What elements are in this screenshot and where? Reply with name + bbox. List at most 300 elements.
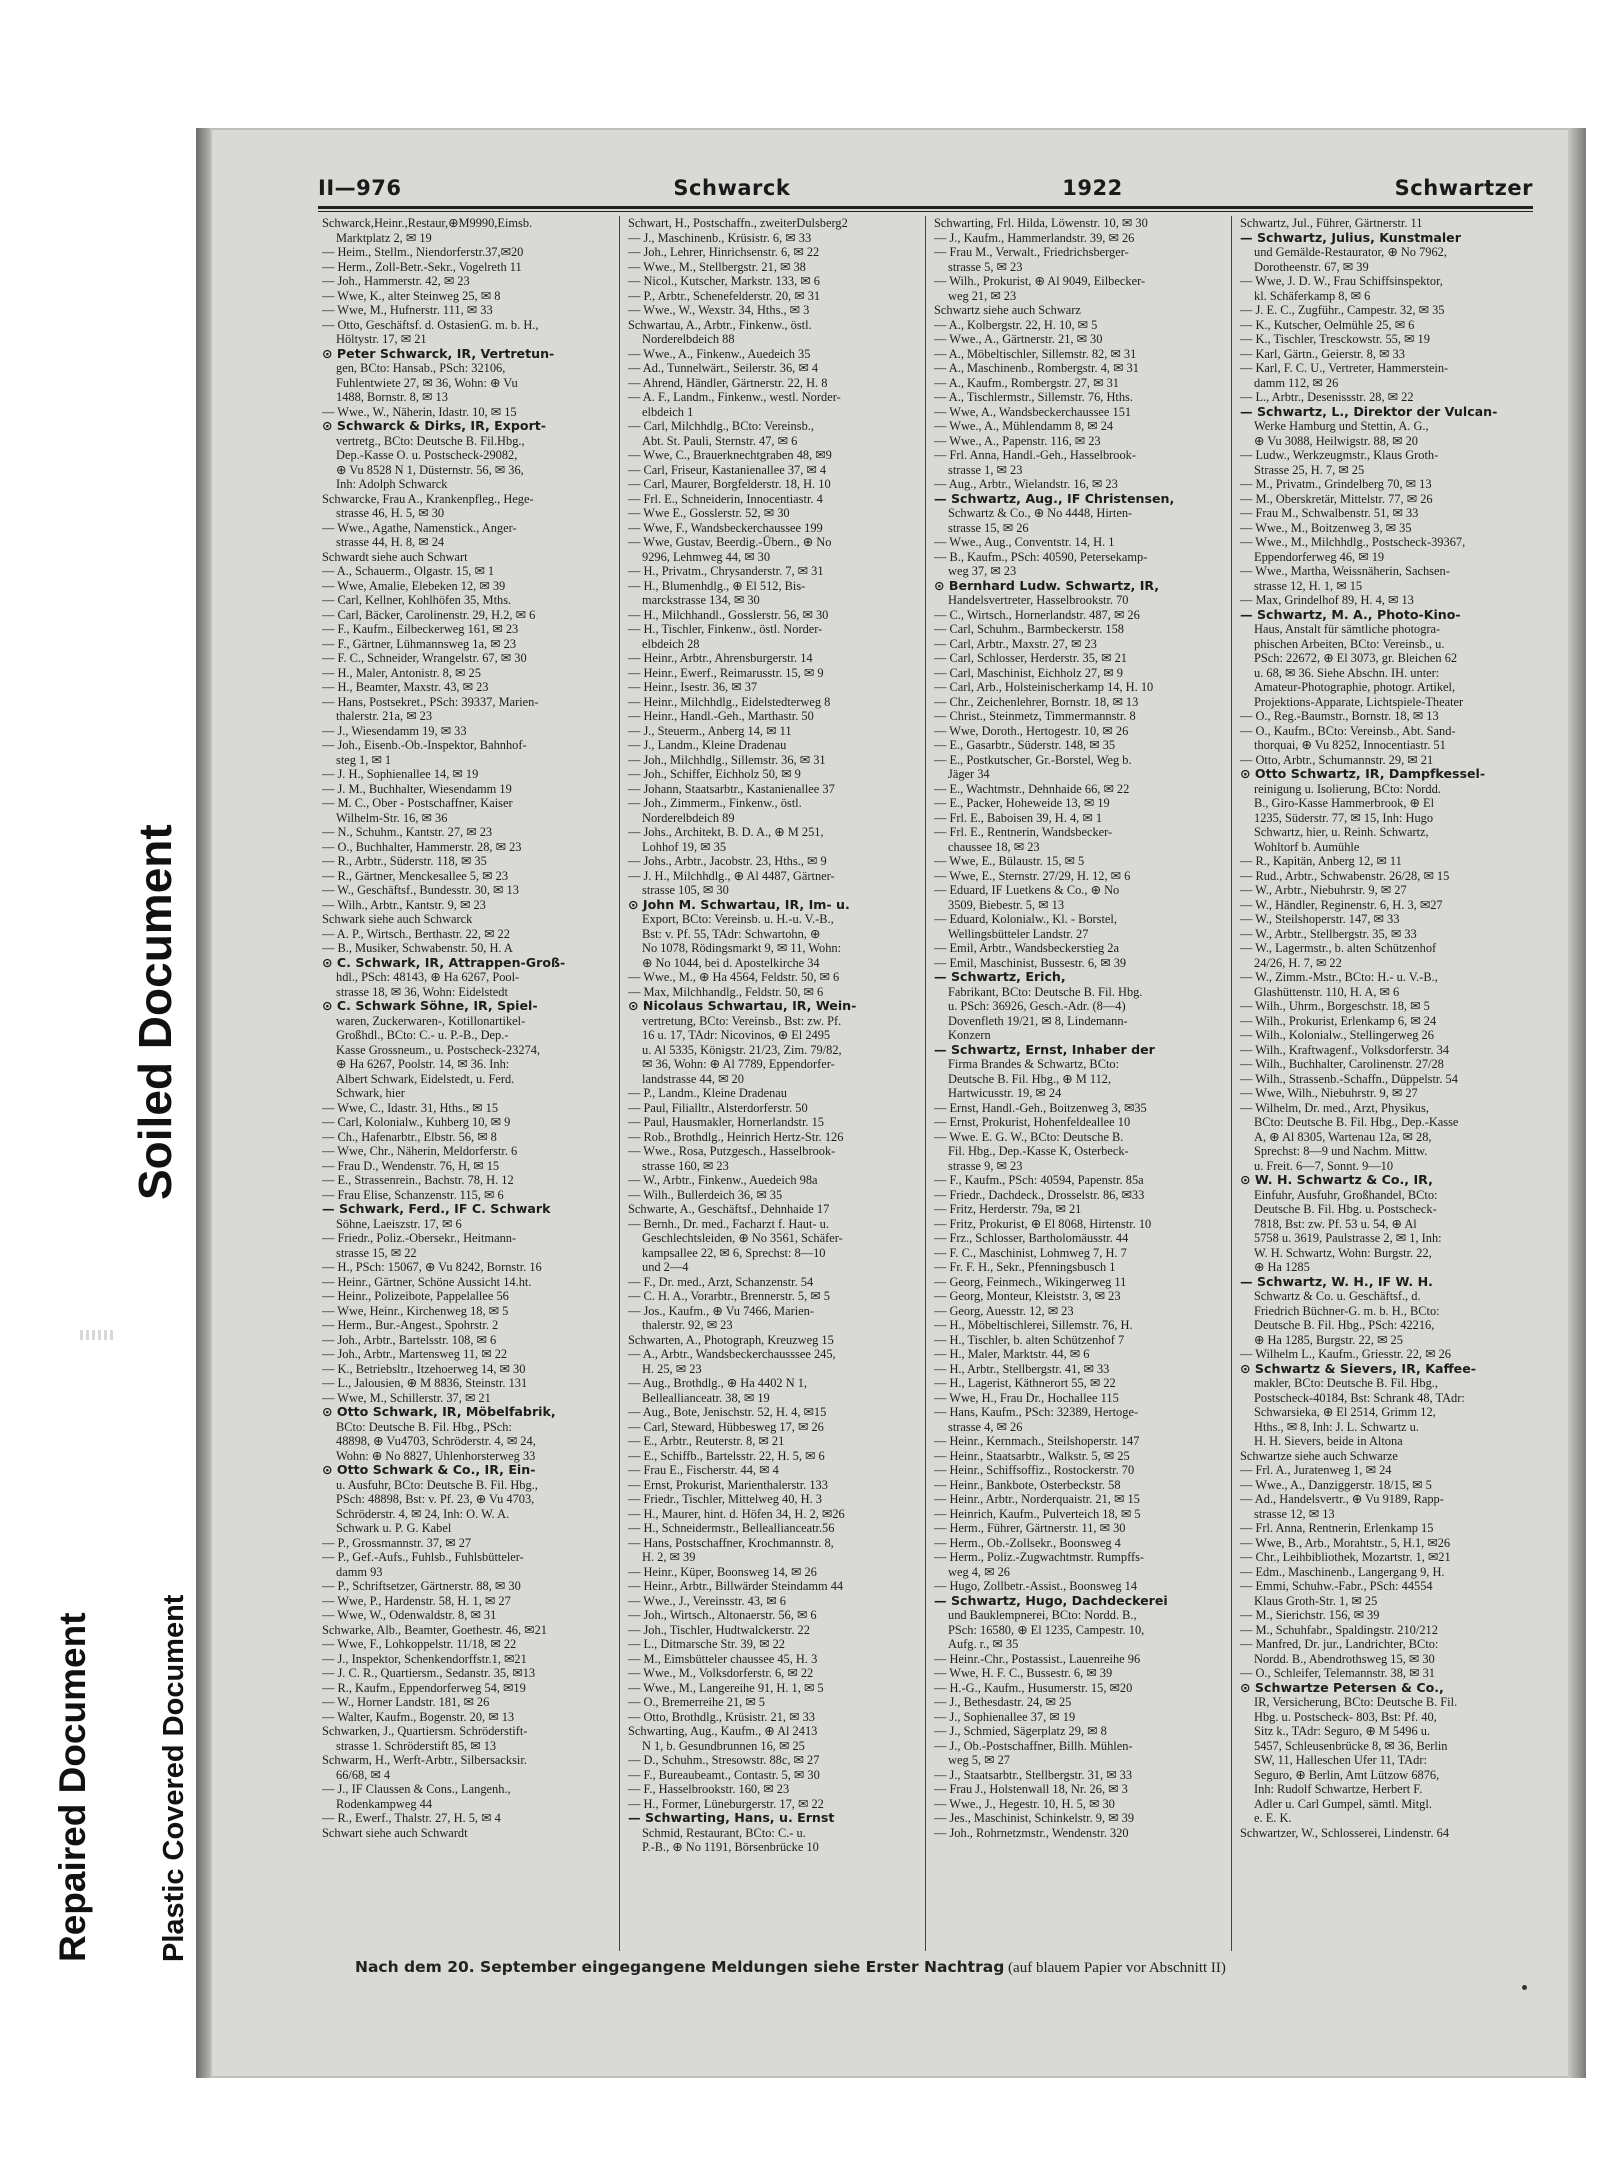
directory-entry-line: — Carl, Schlosser, Herderstr. 35, ✉ 21 [934,651,1127,665]
directory-entry-line: — Aug., Bote, Jenischstr. 52, H. 4, ✉15 [628,1405,827,1419]
directory-entry-line: — Heinr., Milchhdlg., Eidelstedterweg 8 [628,694,831,709]
directory-entry-line: 3509, Biebestr. 5, ✉ 13 [948,897,1065,912]
directory-entry-line: — Joh., Milchhdlg., Sillemstr. 36, ✉ 31 [628,752,826,767]
directory-entry-line: chaussee 18, ✉ 23 [948,839,1040,854]
directory-entry-line: — H., Beamter, Maxstr. 43, ✉ 23 [322,680,489,694]
directory-entry-line: — Chr., Zeichenlehrer, Bornstr. 18, ✉ 13 [934,694,1139,709]
directory-entry-line: — Schwartz, Julius, Kunstmaler [1240,230,1461,245]
directory-entry-line: — Paul, Hausmakler, Hornerlandstr. 15 [628,1115,824,1129]
directory-entry-line: ✉ 36, Wohn: ⊕ Al 7789, Eppendorfer- [642,1057,835,1071]
directory-entry-line: Jäger 34 [948,767,990,781]
directory-entry-line: — E., Arbtr., Reuterstr. 8, ✉ 21 [628,1434,785,1448]
directory-entry-line: ⊙ Peter Schwarck, IR, Vertretun- [322,346,555,361]
directory-entry-line: — F. C., Maschinist, Lohmweg 7, H. 7 [934,1245,1127,1260]
directory-entry-line: — Wwe., Rosa, Putzgesch., Hasselbrook- [628,1144,836,1158]
directory-entry-line: strasse 15, ✉ 26 [948,520,1029,535]
directory-entry-line: ⊙ Schwartz & Sievers, IR, Kaffee- [1240,1361,1476,1376]
separator-mark [80,1330,114,1340]
directory-entry-line: — Carl, Arbtr., Maxstr. 27, ✉ 23 [934,636,1097,651]
directory-entry-line: — A. P., Wirtsch., Berthastr. 22, ✉ 22 [322,926,510,941]
directory-entry-line: — Frau M., Schwalbenstr. 51, ✉ 33 [1240,506,1419,520]
directory-entry-line: — H., Lagerist, Käthnerort 55, ✉ 22 [934,1376,1116,1390]
directory-entry-line: — Heinr., Staatsarbtr., Walkstr. 5, ✉ 25 [934,1448,1130,1463]
directory-entry-line: — F., Kaufm., Eilbeckerweg 161, ✉ 23 [322,622,519,636]
directory-entry-line: — Carl, Bäcker, Carolinenstr. 29, H.2, ✉ 6 [322,607,536,622]
header-rule-thin [318,211,1533,212]
directory-entry-line: ⊙ John M. Schwartau, IR, Im- u. [628,897,850,912]
directory-entry-line: Inh: Rudolf Schwartze, Herbert F. [1254,1782,1423,1796]
directory-entry-line: 66/68, ✉ 4 [336,1767,391,1782]
directory-entry-line: — Ad., Handelsvertr., ⊕ Vu 9189, Rapp- [1240,1492,1444,1506]
directory-entry-line: — Herm., Bur.-Angest., Spohrstr. 2 [322,1318,499,1332]
directory-entry-line: Dorotheenstr. 67, ✉ 39 [1254,259,1369,274]
directory-entry-line: — J., Wiesendamm 19, ✉ 33 [322,723,467,738]
directory-entry-line: — Joh., Eisenb.-Ob.-Inspektor, Bahnhof- [322,738,527,752]
directory-entry-line: Deutsche B. Fil. Hbg., ⊕ M 112, [948,1071,1112,1086]
header-right-word: Schwartzer [1394,176,1533,200]
directory-entry-line: strasse 4, ✉ 26 [948,1419,1023,1434]
directory-entry-line: Fil. Hbg., Dep.-Kasse K, Osterbeck- [948,1144,1129,1158]
directory-entry-line: — A., Kolbergstr. 22, H. 10, ✉ 5 [934,317,1098,332]
directory-entry-line: — Wwe., A., Danziggerstr. 18/15, ✉ 5 [1240,1477,1432,1492]
directory-entry-line: H. 25, ✉ 23 [642,1361,702,1376]
directory-entry-line: — Wwe, H., Frau Dr., Hochallee 115 [934,1390,1119,1405]
directory-entry-line: — R., Kaufm., Eppendorferweg 54, ✉19 [322,1680,526,1695]
directory-entry-line: — C. H. A., Vorarbtr., Brennerstr. 5, ✉ 5 [628,1289,830,1303]
directory-entry-line: Schwarke, Alb., Beamter, Goethestr. 46, ✉21 [322,1622,547,1637]
directory-entry-line: ⊕ Ha 1285, Burgstr. 22, ✉ 25 [1254,1332,1403,1347]
directory-entry-line: Schwarsieka, ⊕ El 2514, Grimm 12, [1254,1405,1436,1419]
directory-entry-line: — H.-G., Kaufm., Husumerstr. 15, ✉20 [934,1680,1133,1695]
directory-entry-line: Kasse Grossneum., u. Postscheck-23274, [336,1042,541,1057]
directory-entry-line: — Georg, Monteur, Kleiststr. 3, ✉ 23 [934,1289,1121,1303]
directory-entry-line: — Herm., Zoll-Betr.-Sekr., Vogelreth 11 [322,259,522,274]
directory-entry-line: — Wwe., W., Wexstr. 34, Hths., ✉ 3 [628,303,810,317]
soiled-document-label: Soiled Document [129,824,181,1200]
directory-entry-line: — A., Maschinenb., Rombergstr. 4, ✉ 31 [934,361,1139,375]
directory-entry-line: Schwartze siehe auch Schwarze [1240,1448,1398,1463]
directory-entry-line: — W., Arbtr., Niebuhrstr. 9, ✉ 27 [1240,883,1407,897]
directory-entry-line: — Schwartz, M. A., Photo-Kino- [1240,607,1461,622]
directory-entry-line: Konzern [948,1028,991,1042]
directory-entry-line: — Wwe, Chr., Näherin, Meldorferstr. 6 [322,1144,518,1158]
directory-entry-line: Wohn: ⊕ No 8827, Uhlenhorsterweg 33 [336,1448,536,1463]
directory-entry-line: Norderelbdeich 89 [642,810,735,825]
directory-entry-line: — R., Ewerf., Thalstr. 27, H. 5, ✉ 4 [322,1811,501,1825]
directory-entry-line: — Heinrich, Kaufm., Pulverteich 18, ✉ 5 [934,1506,1141,1521]
directory-entry-line: — J., Steuerm., Anberg 14, ✉ 11 [628,723,792,738]
directory-entry-line: — Wilh., Prokurist, ⊕ Al 9049, Eilbecker- [934,274,1146,288]
directory-entry-line: — H., Privatm., Chrysanderstr. 7, ✉ 31 [628,564,824,578]
directory-entry-line: — Georg, Feinmech., Wikingerweg 11 [934,1274,1127,1289]
ink-speck [1522,1985,1527,1990]
directory-entry-line: ⊕ Vu 8528 N 1, Düsternstr. 56, ✉ 36, [336,462,524,477]
directory-entry-line: Adler u. Carl Gumpel, sämtl. Mitgl. [1254,1796,1432,1811]
directory-entry-line: strasse 18, ✉ 36, Wohn: Eidelstedt [336,984,508,999]
directory-entry-line: — Wwe, C., Idastr. 31, Hths., ✉ 15 [322,1100,499,1115]
directory-entry-line: — Wwe., M., Stellbergstr. 21, ✉ 38 [628,259,806,274]
directory-entry-line: — F., Hasselbrookstr. 160, ✉ 23 [628,1782,790,1796]
directory-column-4 [1236,216,1538,1951]
directory-entry-line: Schwartzer, W., Schlosserei, Lindenstr. 64 [1240,1825,1450,1840]
directory-entry-line: ⊙ Otto Schwartz, IR, Dampfkessel- [1240,767,1486,781]
directory-entry-line: — Jes., Maschinist, Schinkelstr. 9, ✉ 39 [934,1811,1135,1825]
directory-entry-line: Schwarting, Frl. Hilda, Löwenstr. 10, ✉ 30 [934,216,1148,230]
directory-entry-line: — H., Maurer, hint. d. Höfen 34, H. 2, ✉26 [628,1506,845,1521]
directory-entry-line: — W., Händler, Reginenstr. 6, H. 3, ✉27 [1240,897,1443,912]
directory-entry-line: u. 68, ✉ 36. Siehe Abschn. IH. unter: [1254,665,1440,680]
directory-entry-line: — Rud., Arbtr., Schwabenstr. 26/28, ✉ 15 [1240,868,1450,883]
directory-entry-line: phischen Arbeiten, BCto: Vereinsb., u. [1254,636,1445,651]
directory-entry-line: Sitz k., TAdr: Seguro, ⊕ M 5496 u. [1254,1724,1431,1738]
directory-entry-line: 1235, Süderstr. 77, ✉ 15, Inh: Hugo [1254,810,1434,825]
directory-entry-line: elbdeich 1 [642,404,694,419]
directory-entry-line: Bst: v. Pf. 55, TAdr: Schwartohn, ⊕ [642,926,821,941]
directory-entry-line: — E., Postkutscher, Gr.-Borstel, Weg b. [934,752,1132,767]
directory-entry-line: — Carl, Maschinist, Eichholz 27, ✉ 9 [934,665,1123,680]
directory-entry-line: — Wwe., A., Finkenw., Auedeich 35 [628,346,811,361]
footer-note-main: Nach dem 20. September eingegangene Meldungen siehe Erster Nachtrag [355,1958,1005,1976]
directory-entry-line: — J. H., Milchhdlg., ⊕ Al 4487, Gärtner- [628,868,835,883]
directory-entry-line: — Schwartz, Erich, [934,970,1066,984]
directory-entry-line: — Emil, Maschinist, Bussestr. 6, ✉ 39 [934,955,1127,970]
directory-entry-line: Schwarten, A., Photograph, Kreuzweg 15 [628,1332,834,1347]
directory-entry-line: — Wwe, H. F. C., Bussestr. 6, ✉ 39 [934,1666,1113,1680]
directory-entry-line: — Wwe, Amalie, Elebeken 12, ✉ 39 [322,578,506,593]
directory-entry-line: — Wwe, Wilh., Niebuhrstr. 9, ✉ 27 [1240,1086,1418,1100]
directory-entry-line: Schwarck,Heinr.,Restaur,⊕M9990,Eimsb. [322,216,533,230]
directory-entry-line: — Wwe E., Gosslerstr. 52, ✉ 30 [628,506,790,520]
directory-entry-line: 16 u. 17, TAdr: Nicovinos, ⊕ El 2495 [642,1028,831,1042]
directory-entry-line: A, ⊕ Al 8305, Wartenau 12a, ✉ 28, [1254,1129,1432,1144]
directory-entry-line: — Wwe, P., Hardenstr. 58, H. 1, ✉ 27 [322,1593,511,1608]
directory-entry-line: — L., Ditmarsche Str. 39, ✉ 22 [628,1637,785,1651]
directory-entry-line: BCto: Deutsche B. Fil. Hbg., Dep.-Kasse [1254,1115,1459,1129]
directory-entry-line: — A., Tischlermstr., Sillemstr. 76, Hths. [934,390,1133,404]
header-year: 1922 [1062,176,1123,200]
directory-entry-line: Deutsche B. Fil. Hbg., PSch: 42216, [1254,1318,1435,1332]
directory-entry-line: weg 37, ✉ 23 [948,564,1017,578]
directory-entry-line: ⊙ Otto Schwark, IR, Möbelfabrik, [322,1405,556,1419]
directory-entry-line: vertretg., BCto: Deutsche B. Fil.Hbg., [336,433,525,448]
directory-entry-line: Schwardt siehe auch Schwart [322,549,468,564]
directory-entry-line: — Heinr., Isestr. 36, ✉ 37 [628,680,758,694]
directory-entry-line: — R., Kapitän, Anberg 12, ✉ 11 [1240,854,1402,868]
directory-entry-line: Albert Schwark, Eidelstedt, u. Ferd. [336,1071,515,1086]
directory-entry-line: — Frl. E., Rentnerin, Wandsbecker- [934,825,1113,839]
directory-entry-line: — Johs., Arbtr., Jacobstr. 23, Hths., ✉ 9 [628,854,827,868]
directory-entry-line: — Fritz, Prokurist, ⊕ El 8068, Hirtenstr. 10 [934,1216,1152,1231]
footer-note-aside: (auf blauem Papier vor Abschnitt II) [1004,1960,1226,1976]
directory-entry-line: — H., Tischler, Finkenw., östl. Norder- [628,622,823,636]
directory-entry-line: — Wwe, Doroth., Hertogestr. 10, ✉ 26 [934,723,1129,738]
scan-edge-shadow-right [1568,128,1586,2078]
directory-entry-line: Abt. St. Pauli, Sternstr. 47, ✉ 6 [642,433,798,448]
directory-entry-line: — P., Gef.-Aufs., Fuhlsb., Fuhlsbütteler- [322,1550,524,1564]
directory-entry-line: — Heinr., Küper, Boonsweg 14, ✉ 26 [628,1564,817,1579]
directory-entry-line: — Wwe., M., Volksdorferstr. 6, ✉ 22 [628,1666,814,1680]
directory-entry-line: — J., Maschinenb., Krüsistr. 6, ✉ 33 [628,230,812,245]
directory-entry-line: — Joh., Arbtr., Bartelsstr. 108, ✉ 6 [322,1332,497,1347]
directory-entry-line: — Joh., Rohrnetzmstr., Wendenstr. 320 [934,1825,1129,1840]
directory-entry-line: — Wwe., M., Langereihe 91, H. 1, ✉ 5 [628,1680,824,1695]
directory-entry-line: — Carl, Kellner, Kohlhöfen 35, Mths. [322,593,512,607]
directory-entry-line: Inh: Adolph Schwarck [336,477,448,491]
directory-entry-line: 24/26, H. 7, ✉ 22 [1254,955,1342,970]
directory-entry-line: — H., Schneidermstr., Belleallianceatr.56 [628,1521,835,1535]
directory-entry-line: e. E. K. [1254,1811,1292,1825]
directory-entry-line: damm 93 [336,1564,383,1579]
directory-entry-line: Strasse 25, H. 7, ✉ 25 [1254,462,1365,477]
header-rule-thick [318,206,1533,209]
directory-entry-line: — J. E. C., Zugführ., Campestr. 32, ✉ 35 [1240,303,1445,317]
directory-entry-line: — A., Arbtr., Wandsbeckerchausssee 245, [628,1347,836,1361]
directory-entry-line: Schwartz & Co. u. Geschäftsf., d. [1254,1289,1421,1303]
directory-entry-line: IR, Versicherung, BCto: Deutsche B. Fil. [1254,1695,1458,1709]
directory-entry-line: — Christ., Steinmetz, Timmermannstr. 8 [934,709,1136,723]
footer-note [355,1958,1535,1982]
directory-entry-line: — Herm., Ob.-Zollsekr., Boonsweg 4 [934,1535,1121,1550]
directory-entry-line: — Wwe., Aug., Conventstr. 14, H. 1 [934,535,1115,549]
directory-entry-line: — Wwe., J., Vereinsstr. 43, ✉ 6 [628,1593,786,1608]
directory-entry-line: — H., Möbeltischlerei, Sillemstr. 76, H. [934,1318,1133,1332]
directory-entry-line: — H., Former, Lüneburgerstr. 17, ✉ 22 [628,1796,824,1811]
directory-entry-line: ⊙ Nicolaus Schwartau, IR, Wein- [628,999,857,1013]
directory-entry-line: — J., Schmied, Sägerplatz 29, ✉ 8 [934,1724,1107,1738]
directory-entry-line: Schwart, H., Postschaffn., zweiterDulsberg2 [628,216,848,230]
directory-entry-line: Fabrikant, BCto: Deutsche B. Fil. Hbg. [948,984,1143,999]
directory-entry-line: — Joh., Schiffer, Eichholz 50, ✉ 9 [628,767,801,781]
directory-entry-line: — Heinr., Kernmach., Steilshoperstr. 147 [934,1434,1140,1448]
directory-entry-line: — H., Maler, Marktstr. 44, ✉ 6 [934,1347,1090,1361]
directory-entry-line: ⊙ Schwarck & Dirks, IR, Export- [322,419,547,433]
directory-entry-line: strasse 46, H. 5, ✉ 30 [336,506,445,520]
directory-entry-line: Schwark siehe auch Schwarck [322,912,473,926]
directory-entry-line: thalerstr. 92, ✉ 23 [642,1318,733,1332]
directory-entry-line: — Heinr., Schiffsoffiz., Rostockerstr. 70 [934,1463,1135,1477]
directory-entry-line: u. PSch: 36926, Gesch.-Adr. (8—4) [948,999,1126,1013]
directory-entry-line: — Ahrend, Händler, Gärtnerstr. 22, H. 8 [628,375,828,390]
directory-entry-line: — J. H., Sophienallee 14, ✉ 19 [322,767,479,781]
directory-entry-line: Fuhlentwiete 27, ✉ 36, Wohn: ⊕ Vu [336,375,518,390]
directory-entry-line: u. Ausfuhr, BCto: Deutsche B. Fil. Hbg., [336,1477,538,1492]
directory-entry-line: — Johann, Staatsarbtr., Kastanienallee 37 [628,781,835,796]
directory-entry-line: — Paul, Filialltr., Alsterdorferstr. 50 [628,1100,808,1115]
directory-entry-line: Norderelbdeich 88 [642,332,735,346]
directory-entry-line: ⊙ C. Schwark Söhne, IR, Spiel- [322,999,538,1013]
directory-columns [318,216,1538,1951]
directory-entry-line: — Karl, Gärtn., Geierstr. 8, ✉ 33 [1240,346,1405,361]
directory-entry-line: Schwartau, A., Arbtr., Finkenw., östl. [628,317,812,332]
directory-entry-line: — Hans, Postschaffner, Krochmannstr. 8, [628,1535,834,1550]
directory-entry-line: — Wwe. E. G. W., BCto: Deutsche B. [934,1129,1124,1144]
directory-entry-line: strasse 1. Schröderstift 85, ✉ 13 [336,1738,497,1753]
directory-entry-line: — Ernst, Handl.-Geh., Boitzenweg 3, ✉35 [934,1100,1147,1115]
directory-entry-line: strasse 1, ✉ 23 [948,462,1023,477]
directory-entry-line: makler, BCto: Deutsche B. Fil. Hbg., [1254,1376,1438,1390]
directory-entry-line: — Heinr., Polizeibote, Pappelallee 56 [322,1289,509,1303]
directory-entry-line: — Joh., Zimmerm., Finkenw., östl. [628,796,802,810]
directory-entry-line: — Wwe, E., Sternstr. 27/29, H. 12, ✉ 6 [934,868,1131,883]
directory-entry-line: Schmid, Restaurant, BCto: C.- u. [642,1825,806,1840]
directory-entry-line: — Wwe, F., Lohkoppelstr. 11/18, ✉ 22 [322,1637,517,1651]
directory-entry-line: — B., Musiker, Schwabenstr. 50, H. A [322,941,513,955]
directory-entry-line: Haus, Anstalt für sämtliche photogra- [1254,622,1441,636]
directory-entry-line: 5758 u. 3619, Paulstrasse 2, ✉ 1, Inh: [1254,1231,1442,1245]
directory-entry-line: — Carl, Maurer, Borgfelderstr. 18, H. 10 [628,477,831,491]
directory-entry-line: — Walter, Kaufm., Bogenstr. 20, ✉ 13 [322,1709,515,1724]
directory-entry-line: — Joh., Wirtsch., Altonaerstr. 56, ✉ 6 [628,1608,817,1622]
directory-entry-line: — P., Arbtr., Schenefelderstr. 20, ✉ 31 [628,288,821,303]
directory-entry-line: — Heinr.-Chr., Postassist., Lauenreihe 96 [934,1651,1141,1666]
directory-entry-line: ⊙ Bernhard Ludw. Schwartz, IR, [934,578,1160,593]
directory-entry-line: — Frl. A., Juratenweg 1, ✉ 24 [1240,1463,1392,1477]
directory-entry-line: — Wilh., Bullerdeich 36, ✉ 35 [628,1187,783,1202]
directory-entry-line: weg 4, ✉ 26 [948,1564,1011,1579]
directory-entry-line: Export, BCto: Vereinsb. u. H.-u. V.-B., [642,912,834,926]
directory-entry-line: — Karl, F. C. U., Vertreter, Hammerstein- [1240,361,1449,375]
directory-entry-line: — Eduard, Kolonialw., Kl. - Borstel, [934,912,1117,926]
directory-entry-line: strasse 160, ✉ 23 [642,1158,729,1173]
page-number: II—976 [318,176,402,200]
directory-entry-line: — Schwartz, Hugo, Dachdeckerei [934,1593,1168,1608]
directory-entry-line: — Emmi, Schuhw.-Fabr., PSch: 44554 [1240,1579,1433,1593]
directory-entry-line: — Schwartz, Aug., IF Christensen, [934,491,1175,506]
header-left-word: Schwarck [673,176,791,200]
directory-entry-line: — Wilhelm L., Kaufm., Griesstr. 22, ✉ 26 [1240,1347,1451,1361]
directory-entry-line: Seguro, ⊕ Berlin, Amt Lützow 6876, [1254,1767,1440,1782]
directory-entry-line: — Frau M., Verwalt., Friedrichsberger- [934,245,1129,259]
directory-entry-line: — Aug., Brothdlg., ⊕ Ha 4402 N 1, [628,1376,808,1390]
directory-entry-line: — Manfred, Dr. jur., Landrichter, BCto: [1240,1637,1439,1651]
directory-entry-line: — Carl, Friseur, Kastanienallee 37, ✉ 4 [628,462,827,477]
directory-entry-line: — Wwe, M., Hufnerstr. 111, ✉ 33 [322,303,493,317]
directory-entry-line: — E., Schiffb., Bartelsstr. 22, H. 5, ✉ 6 [628,1448,825,1463]
directory-entry-line: — Johs., Architekt, B. D. A., ⊕ M 251, [628,825,824,839]
directory-column-1 [318,216,620,1951]
directory-entry-line: — Wwe, C., Brauerknechtgraben 48, ✉9 [628,448,832,462]
directory-entry-line: — M., Eimsbütteler chaussee 45, H. 3 [628,1651,818,1666]
directory-entry-line: ⊙ Schwartze Petersen & Co., [1240,1680,1444,1695]
directory-entry-line: — Aug., Arbtr., Wielandstr. 16, ✉ 23 [934,477,1118,491]
directory-entry-line: — H., Tischler, b. alten Schützenhof 7 [934,1332,1125,1347]
directory-entry-line: — Eduard, IF Luetkens & Co., ⊕ No [934,883,1120,897]
directory-entry-line: ⊕ Vu 3088, Heilwigstr. 88, ✉ 20 [1254,433,1419,448]
directory-entry-line: kampsallee 22, ✉ 6, Sprechst: 8—10 [642,1245,826,1260]
directory-entry-line: — Otto, Brothdlg., Krüsistr. 21, ✉ 33 [628,1709,815,1724]
directory-entry-line: — Ernst, Prokurist, Hohenfeldeallee 10 [934,1115,1131,1129]
directory-entry-line: — Max, Grindelhof 89, H. 4, ✉ 13 [1240,593,1414,607]
directory-entry-line: — Schwark, Ferd., IF C. Schwark [322,1202,551,1216]
directory-entry-line: — M., Privatm., Grindelberg 70, ✉ 13 [1240,477,1432,491]
directory-entry-line: — Ludw., Werkzeugmstr., Klaus Groth- [1240,448,1439,462]
plastic-covered-document-label: Plastic Covered Document [158,1594,190,1962]
directory-entry-line: Eppendorferweg 46, ✉ 19 [1254,549,1385,564]
directory-entry-line: Schwarte, A., Geschäftsf., Dehnhaide 17 [628,1202,830,1216]
directory-entry-line: — Ch., Hafenarbtr., Elbstr. 56, ✉ 8 [322,1129,497,1144]
directory-entry-line: 48898, ⊕ Vu4703, Schröderstr. 4, ✉ 24, [336,1434,536,1448]
directory-entry-line: weg 21, ✉ 23 [948,288,1017,303]
directory-entry-line: — Wwe., Martha, Weissnäherin, Sachsen- [1240,564,1450,578]
directory-entry-line: — Frl. Anna, Handl.-Geh., Hasselbrook- [934,448,1137,462]
directory-entry-line: — K., Tischler, Tresckowstr. 55, ✉ 19 [1240,332,1430,346]
directory-entry-line: — Heinr., Gärtner, Schöne Aussicht 14.ht. [322,1274,532,1289]
directory-entry-line: — Wwe., M., Boitzenweg 3, ✉ 35 [1240,520,1412,535]
directory-entry-line: hdl., PSch: 48143, ⊕ Ha 6267, Pool- [336,970,520,984]
directory-entry-line: — Wwe, W., Odenwaldstr. 8, ✉ 31 [322,1608,497,1622]
directory-entry-line: — Heinr., Arbtr., Norderquaistr. 21, ✉ 15 [934,1492,1140,1506]
directory-entry-line: — Wilh., Kraftwagenf., Volksdorferstr. 34 [1240,1042,1450,1057]
directory-entry-line: — F. C., Schneider, Wrangelstr. 67, ✉ 30 [322,651,527,665]
directory-entry-line: — F., Kaufm., PSch: 40594, Papenstr. 85a [934,1173,1144,1187]
directory-entry-line: — Wilh., Arbtr., Kantstr. 9, ✉ 23 [322,897,486,912]
directory-entry-line: Schwartz, Jul., Führer, Gärtnerstr. 11 [1240,216,1423,230]
directory-entry-line: — Wilh., Prokurist, Erlenkamp 6, ✉ 24 [1240,1013,1437,1028]
directory-entry-line: landstrasse 44, ✉ 20 [642,1071,744,1086]
directory-entry-line: — Wwe, J. D. W., Frau Schiffsinspektor, [1240,274,1443,288]
directory-entry-line: W. H. Schwartz, Wohn: Burgstr. 22, [1254,1245,1432,1260]
directory-entry-line: — Frl. E., Baboisen 39, H. 4, ✉ 1 [934,810,1103,825]
directory-entry-line: — Herm., Poliz.-Zugwachtmstr. Rumpffs- [934,1550,1145,1564]
directory-entry-line: — Frau D., Wendenstr. 76, H, ✉ 15 [322,1158,500,1173]
directory-entry-line: strasse 9, ✉ 23 [948,1158,1023,1173]
directory-entry-line: — F., Dr. med., Arzt, Schanzenstr. 54 [628,1274,814,1289]
directory-entry-line: Friedrich Büchner-G. m. b. H., BCto: [1254,1303,1440,1318]
directory-entry-line: — P., Landm., Kleine Dradenau [628,1086,787,1100]
directory-entry-line: — R., Arbtr., Süderstr. 118, ✉ 35 [322,854,487,868]
directory-entry-line: strasse 44, H. 8, ✉ 24 [336,535,445,549]
directory-entry-line: — C., Wirtsch., Hornerlandstr. 487, ✉ 26 [934,607,1140,622]
directory-entry-line: — W., Lagermstr., b. alten Schützenhof [1240,941,1437,955]
directory-entry-line: — K., Kutscher, Oelmühle 25, ✉ 6 [1240,317,1415,332]
directory-entry-line: — Schwarting, Hans, u. Ernst [628,1811,835,1825]
directory-entry-line: Lohhof 19, ✉ 35 [642,839,727,854]
directory-entry-line: — E., Packer, Hoheweide 13, ✉ 19 [934,796,1110,810]
directory-entry-line: Marktplatz 2, ✉ 19 [336,230,432,245]
directory-entry-line: weg 5, ✉ 27 [948,1753,1011,1767]
directory-entry-line: — Wwe., A., Gärtnerstr. 21, ✉ 30 [934,332,1103,346]
directory-entry-line: u. Al 5335, Königstr. 21/23, Zim. 79/82, [642,1042,842,1057]
directory-entry-line: — Ernst, Prokurist, Marienthalerstr. 133 [628,1477,828,1492]
directory-entry-line: ⊕ Ha 6267, Poolstr. 14, ✉ 36. Inh: [336,1057,510,1071]
directory-entry-line: steg 1, ✉ 1 [336,752,392,767]
directory-entry-line: — A., Kaufm., Rombergstr. 27, ✉ 31 [934,375,1119,390]
directory-entry-line: — Max, Milchhandlg., Feldstr. 50, ✉ 6 [628,984,824,999]
directory-entry-line: — Wwe, Gustav, Beerdig.-Übern., ⊕ No [628,535,832,549]
directory-entry-line: — L., Arbtr., Desenissstr. 28, ✉ 22 [1240,390,1414,404]
directory-entry-line: — Otto, Arbtr., Schumannstr. 29, ✉ 21 [1240,752,1434,767]
directory-entry-line: und Bauklempnerei, BCto: Nordd. B., [948,1608,1137,1622]
directory-entry-line: Schwart siehe auch Schwardt [322,1825,468,1840]
directory-entry-line: elbdeich 28 [642,636,700,651]
directory-entry-line: und 2—4 [642,1260,689,1274]
directory-entry-line: — Carl, Steward, Hübbesweg 17, ✉ 26 [628,1419,824,1434]
directory-entry-line: — Georg, Auesstr. 12, ✉ 23 [934,1303,1074,1318]
directory-entry-line: — K., Betriebsltr., Itzehoerweg 14, ✉ 30 [322,1361,526,1376]
directory-entry-line: PSch: 16580, ⊕ El 1235, Campestr. 10, [948,1622,1145,1637]
directory-entry-line: — H., PSch: 15067, ⊕ Vu 8242, Bornstr. 16 [322,1260,542,1274]
directory-entry-line: — H., Arbtr., Stellbergstr. 41, ✉ 33 [934,1361,1110,1376]
directory-entry-line: — R., Gärtner, Menckesallee 5, ✉ 23 [322,868,509,883]
directory-entry-line: Werke Hamburg und Stettin, A. G., [1254,419,1429,433]
directory-entry-line: — Joh., Arbtr., Martensweg 11, ✉ 22 [322,1347,508,1361]
directory-entry-line: Schwartz & Co., ⊕ No 4448, Hirten- [948,506,1133,520]
directory-entry-line: — Wilhelm, Dr. med., Arzt, Physikus, [1240,1100,1429,1115]
directory-entry-line: Höltystr. 17, ✉ 21 [336,332,427,346]
directory-entry-line: — Carl, Arb., Holsteinischerkamp 14, H. 10 [934,680,1154,694]
directory-entry-line: — H., Milchhandl., Gosslerstr. 56, ✉ 30 [628,607,829,622]
directory-entry-line: — M., Schuhfabr., Spaldingstr. 210/212 [1240,1622,1438,1637]
